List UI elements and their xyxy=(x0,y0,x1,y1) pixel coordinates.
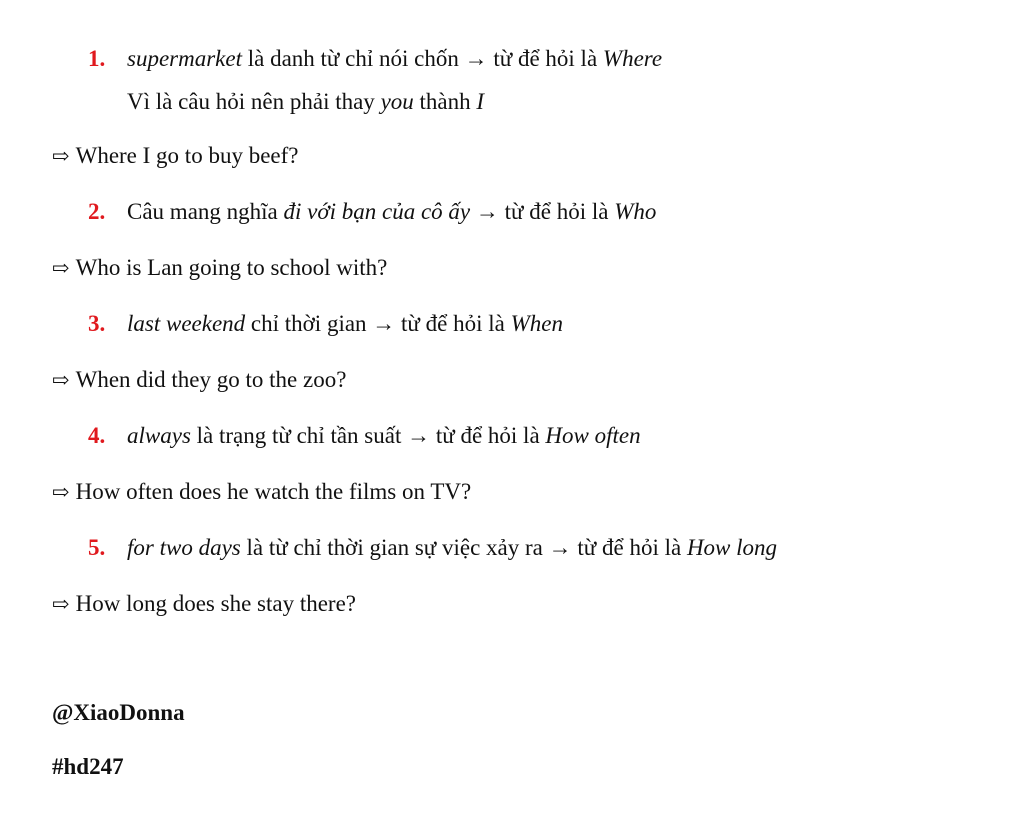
item-number: 3. xyxy=(88,311,106,336)
note-italic: I xyxy=(476,89,485,114)
right-arrow-icon: ⇨ xyxy=(52,368,70,392)
right-arrow-icon: ⇨ xyxy=(52,480,70,504)
question-word: Where xyxy=(602,46,663,71)
item-number: 1. xyxy=(88,46,106,71)
question-word: How long xyxy=(686,535,778,560)
explanation: → từ để hỏi là xyxy=(470,199,615,224)
explanation: chỉ thời gian → từ để hỏi là xyxy=(245,311,511,336)
item-1-note xyxy=(127,87,484,117)
item-5-text xyxy=(127,533,777,563)
right-arrow-icon: ⇨ xyxy=(52,144,70,168)
answer-text: How long does she stay there? xyxy=(75,591,357,616)
answer-5 xyxy=(52,589,356,619)
answer-text: How often does he watch the films on TV? xyxy=(75,479,472,504)
item-number: 4. xyxy=(88,423,106,448)
answer-3 xyxy=(52,365,346,395)
item-2-text xyxy=(127,197,656,227)
item-number: 5. xyxy=(88,535,106,560)
explanation: là trạng từ chỉ tần suất → từ để hỏi là xyxy=(190,423,546,448)
keyword: đi với bạn của cô ấy xyxy=(283,199,471,224)
note-text: thành xyxy=(413,89,477,114)
answer-text: When did they go to the zoo? xyxy=(75,367,347,392)
explanation: là từ chỉ thời gian sự việc xảy ra → từ để hỏi là xyxy=(240,535,687,560)
item-number: 2. xyxy=(88,199,106,224)
keyword: last weekend xyxy=(127,311,246,336)
answer-2 xyxy=(52,253,387,283)
keyword: for two days xyxy=(127,535,241,560)
item-1-text xyxy=(127,44,662,74)
question-word: How often xyxy=(545,423,641,448)
right-arrow-icon: ⇨ xyxy=(52,256,70,280)
item-4-text xyxy=(127,421,641,451)
hashtag: #hd247 xyxy=(52,754,124,779)
note-text: Vì là câu hỏi nên phải thay xyxy=(127,89,381,114)
item-3-text xyxy=(127,309,563,339)
keyword: always xyxy=(127,423,191,448)
keyword: supermarket xyxy=(127,46,242,71)
note-italic: you xyxy=(380,89,414,114)
answer-text: Where I go to buy beef? xyxy=(75,143,299,168)
explanation: Câu mang nghĩa xyxy=(127,199,284,224)
answer-1 xyxy=(52,141,298,171)
question-word: When xyxy=(510,311,563,336)
author-handle: @XiaoDonna xyxy=(52,700,185,725)
right-arrow-icon: ⇨ xyxy=(52,592,70,616)
explanation: là danh từ chỉ nói chốn → từ để hỏi là xyxy=(241,46,603,71)
question-word: Who xyxy=(614,199,657,224)
answer-text: Who is Lan going to school with? xyxy=(75,255,388,280)
answer-4 xyxy=(52,477,471,507)
